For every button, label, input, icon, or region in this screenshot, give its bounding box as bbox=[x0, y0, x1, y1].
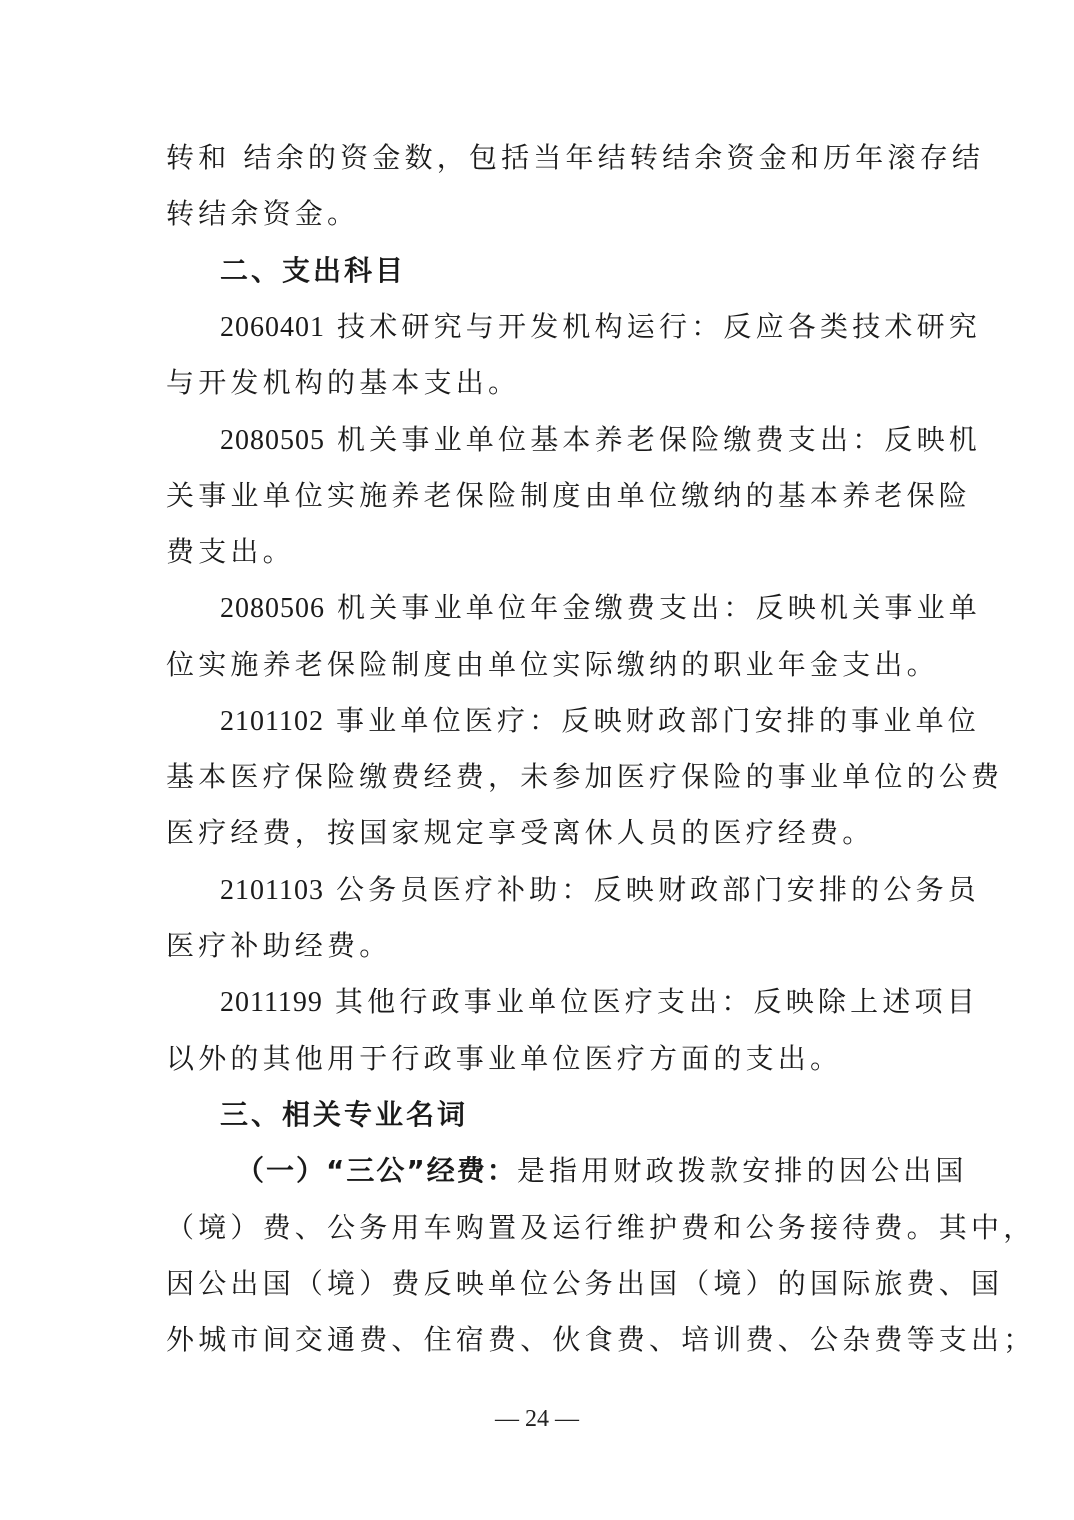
paragraph-line: 位实施养老保险制度由单位实际缴纳的职业年金支出。 bbox=[166, 648, 939, 681]
item-code: 2080506 bbox=[220, 593, 325, 624]
item-first-line bbox=[220, 982, 979, 1023]
term-label: （一）“三公”经费： bbox=[236, 1154, 517, 1187]
paragraph-line: 医疗经费，按国家规定享受离休人员的医疗经费。 bbox=[166, 816, 875, 849]
section-heading-terms: 三、相关专业名词 bbox=[220, 1098, 469, 1131]
item-first-line bbox=[220, 307, 981, 348]
item-code: 2101103 bbox=[220, 875, 324, 906]
item-text: 公务员医疗补助：反映财政部门安排的公务员 bbox=[335, 873, 980, 906]
paragraph-line: 基本医疗保险缴费经费，未参加医疗保险的事业单位的公费 bbox=[166, 760, 1004, 793]
paragraph-line: 关事业单位实施养老保险制度由单位缴纳的基本养老保险 bbox=[166, 479, 972, 512]
item-text: 技术研究与开发机构运行：反应各类技术研究 bbox=[337, 310, 982, 343]
term-text: 是指用财政拨款安排的因公出国 bbox=[516, 1154, 968, 1187]
item-text: 机关事业单位基本养老保险缴费支出：反映机 bbox=[337, 423, 982, 456]
item-first-line bbox=[220, 420, 981, 461]
section-heading-expenditure: 二、支出科目 bbox=[220, 254, 407, 287]
item-text: 事业单位医疗：反映财政部门安排的事业单位 bbox=[335, 704, 980, 737]
paragraph-line: 以外的其他用于行政事业单位医疗方面的支出。 bbox=[166, 1042, 843, 1075]
item-code: 2101102 bbox=[220, 706, 324, 737]
paragraph-line: 转和 结余的资金数，包括当年结转结余资金和历年滚存结 bbox=[166, 141, 985, 174]
paragraph-line: （境）费、公务用车购置及运行维护费和公务接待费。其中， bbox=[166, 1211, 1036, 1244]
item-text: 机关事业单位年金缴费支出：反映机关事业单 bbox=[337, 591, 982, 624]
paragraph-line: 与开发机构的基本支出。 bbox=[166, 366, 521, 399]
term-first-line bbox=[236, 1151, 968, 1191]
paragraph-line: 转结余资金。 bbox=[166, 197, 360, 230]
item-code: 2060401 bbox=[220, 312, 325, 343]
paragraph-line: 医疗补助经费。 bbox=[166, 929, 392, 962]
paragraph-line: 外城市间交通费、住宿费、伙食费、培训费、公杂费等支出； bbox=[166, 1323, 1036, 1356]
item-code: 2080505 bbox=[220, 425, 325, 456]
paragraph-line: 费支出。 bbox=[166, 535, 295, 568]
item-first-line bbox=[220, 870, 980, 911]
paragraph-line: 因公出国（境）费反映单位公务出国（境）的国际旅费、国 bbox=[166, 1267, 1004, 1300]
item-first-line bbox=[220, 701, 980, 742]
item-text: 其他行政事业单位医疗支出：反映除上述项目 bbox=[334, 985, 979, 1018]
page-number: — 24 — bbox=[495, 1406, 579, 1432]
item-code: 2011199 bbox=[220, 987, 323, 1018]
item-first-line bbox=[220, 588, 981, 629]
